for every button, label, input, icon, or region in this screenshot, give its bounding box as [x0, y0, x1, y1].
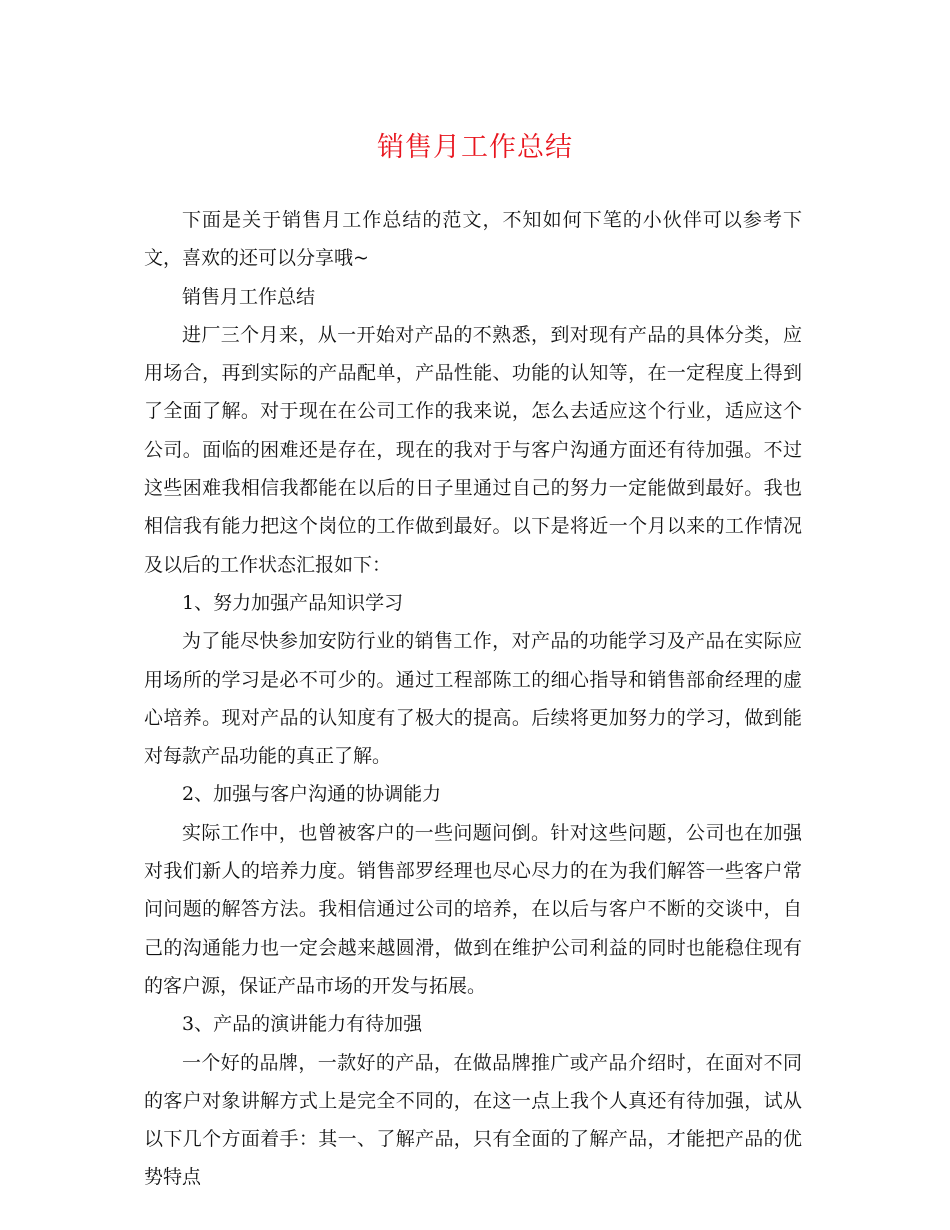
section-heading-1: 1、努力加强产品知识学习	[182, 591, 404, 614]
document-title: 销售月工作总结	[377, 132, 573, 163]
intro-paragraph: 下面是关于销售月工作总结的范文，不知如何下笔的小伙伴可以参考下文，喜欢的还可以分享哦~	[144, 209, 802, 270]
subtitle-paragraph: 销售月工作总结	[182, 285, 316, 308]
body-paragraph: 一个好的品牌，一款好的产品，在做品牌推广或产品介绍时，在面对不同的客户对象讲解方式上是完全不同的，在这一点上我个人真还有待加强，试从以下几个方面着手：其一、了解产品，只有全面的了解产品，才能把产品的优势特点	[144, 1051, 802, 1189]
section-heading-3: 3、产品的演讲能力有待加强	[182, 1013, 423, 1036]
body-paragraph: 为了能尽快参加安防行业的销售工作，对产品的功能学习及产品在实际应用场所的学习是必不可少的。通过工程部陈工的细心指导和销售部俞经理的虚心培养。现对产品的认知度有了极大的提高。后续将更加努力的学习，做到能对每款产品功能的真正了解。	[144, 630, 802, 768]
section-heading-2: 2、加强与客户沟通的协调能力	[182, 783, 442, 806]
document-body	[144, 201, 802, 1197]
body-paragraph: 实际工作中，也曾被客户的一些问题问倒。针对这些问题，公司也在加强对我们新人的培养力度。销售部罗经理也尽心尽力的在为我们解答一些客户常问问题的解答方法。我相信通过公司的培养，在以后与客户不断的交谈中，自己的沟通能力也一定会越来越圆滑，做到在维护公司利益的同时也能稳住现有的客户源，保证产品市场的开发与拓展。	[144, 821, 802, 997]
body-paragraph: 进厂三个月来，从一开始对产品的不熟悉，到对现有产品的具体分类，应用场合，再到实际的产品配单，产品性能、功能的认知等，在一定程度上得到了全面了解。对于现在在公司工作的我来说，怎么去适应这个行业，适应这个公司。面临的困难还是存在，现在的我对于与客户沟通方面还有待加强。不过这些困难我相信我都能在以后的日子里通过自己的努力一定能做到最好。我也相信我有能力把这个岗位的工作做到最好。以下是将近一个月以来的工作情况及以后的工作状态汇报如下：	[144, 323, 802, 576]
